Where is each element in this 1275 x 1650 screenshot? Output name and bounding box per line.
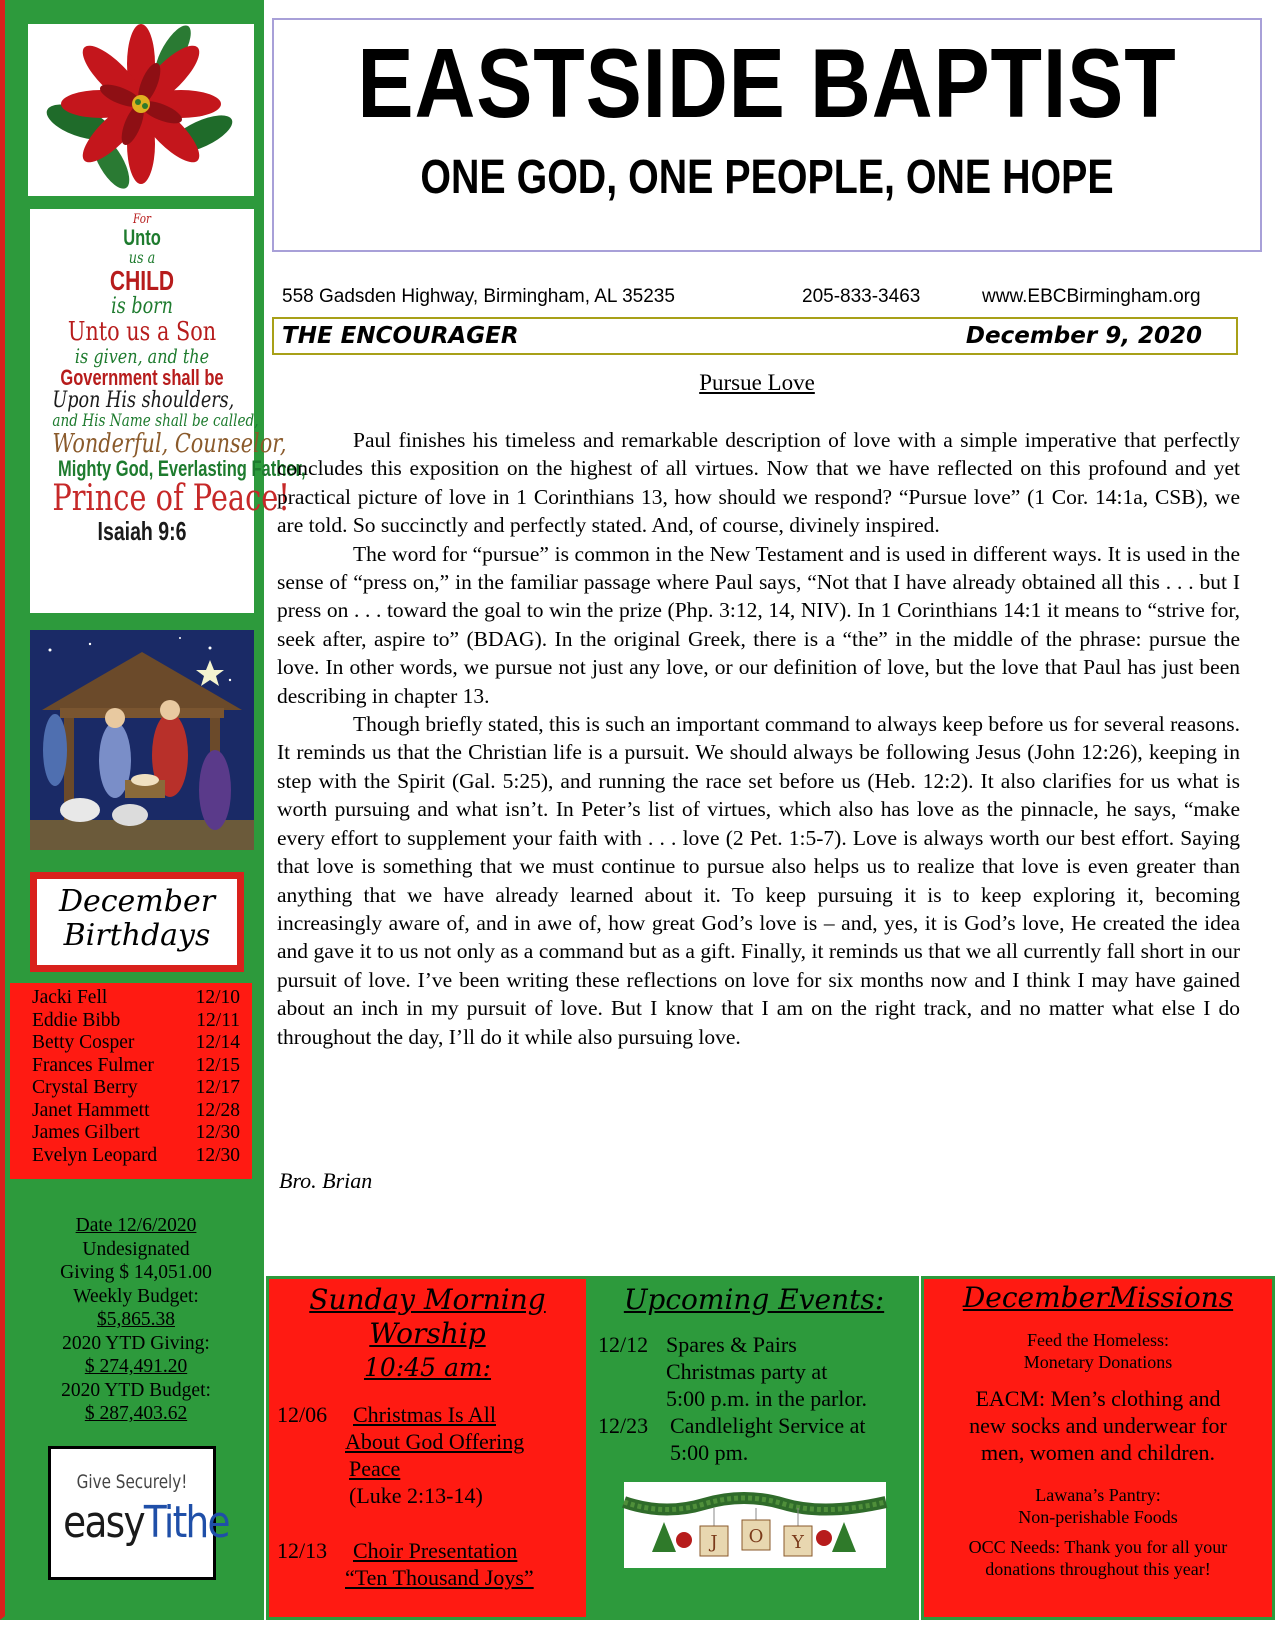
mission-line: OCC Needs: Thank you for all your	[968, 1537, 1228, 1557]
mission-line: donations throughout this year!	[985, 1559, 1211, 1579]
worship-list	[269, 1401, 586, 1591]
event-item	[598, 1412, 916, 1466]
event-line: Christmas party at	[666, 1359, 828, 1384]
birthday-row	[18, 1145, 244, 1168]
article-signature: Bro. Brian	[279, 1168, 373, 1193]
birthdays-title-line2: Birthdays	[63, 918, 211, 953]
verse-line: Wonderful, Counselor,	[52, 429, 287, 459]
verse-line: Unto	[123, 225, 161, 250]
contact-line	[282, 286, 1222, 308]
worship-time: 10:45 am:	[363, 1353, 492, 1382]
mission-line: Monetary Donations	[1023, 1352, 1173, 1372]
birthday-row	[18, 1122, 244, 1145]
birthday-row	[18, 1100, 244, 1123]
verse-line: is born	[111, 294, 173, 319]
giving-line: Giving $ 14,051.00	[60, 1262, 212, 1283]
birthday-row	[18, 1077, 244, 1100]
joy-letter: Y	[792, 1532, 804, 1553]
birthday-date: 12/17	[195, 1077, 240, 1098]
giving-line: Weekly Budget:	[73, 1285, 199, 1307]
easytithe-wordmark-b: Tithe	[143, 1497, 229, 1548]
phone: 205-833-3463	[802, 286, 921, 307]
website-link[interactable]: www.EBCBirmingham.org	[982, 286, 1201, 307]
verse-line: is given, and the	[74, 344, 210, 368]
birthday-name: Betty Cosper	[32, 1032, 135, 1053]
worship-title: Sunday Morning	[309, 1283, 546, 1316]
worship-line: Peace	[349, 1456, 401, 1481]
giving-line: $ 287,403.62	[84, 1403, 188, 1424]
article-paragraph: The word for “pursue” is common in the New Testament and is used in different ways. It is used in the sense of “press on,” in the familiar passage where Paul says, “Not that I have already obtained all this . . . but I press on . . . toward the goal to win the prize (Php. 3:12, 14, NIV). In 1 Corinthians 14:1 it means to “strive for, seek after, aspire to” (BDAG). In the original Greek, there is a “the” in the middle of the phrase: pursue the love. In other words, we pursue not just any love, or our definition of love, but the love that Paul has just been describing in chapter 13.	[277, 541, 1240, 708]
birthday-date: 12/11	[196, 1009, 240, 1031]
birthday-date: 12/14	[195, 1032, 240, 1053]
birthday-row	[18, 1010, 244, 1033]
article-paragraph: Paul finishes his timeless and remarkable description of love with a simple imperative that perfectly concludes this exposition on the highest of all virtues. Now that we have reflected on this profound and yet practical picture of love in 1 Corinthians 13, how should we respond? “Pursue love” (1 Cor. 14:1a, CSB), we are told. So succinctly and perfectly stated. And, of course, divinely inspired.	[277, 428, 1240, 538]
worship-ref: “Ten Thousand Joys”	[345, 1565, 534, 1590]
giving-line: Undesignated	[82, 1238, 190, 1260]
events-list	[592, 1331, 916, 1466]
worship-ref: (Luke 2:13-14)	[349, 1483, 483, 1508]
giving-line: $5,865.38	[97, 1309, 175, 1330]
worship-date: 12/06	[277, 1402, 328, 1427]
masthead	[272, 18, 1262, 252]
mission-line: Lawana’s Pantry:	[1035, 1485, 1161, 1505]
mission-line: Non-perishable Foods	[1018, 1507, 1178, 1527]
address: 558 Gadsden Highway, Birmingham, AL 35235	[282, 286, 675, 307]
mission-line: new socks and underwear for	[969, 1413, 1227, 1438]
birthday-date: 12/28	[195, 1099, 240, 1121]
event-line: Spares & Pairs	[666, 1332, 797, 1357]
birthdays-title-box	[30, 872, 244, 972]
joy-garland-image	[624, 1482, 886, 1568]
missions-body	[924, 1329, 1272, 1580]
verse-line: CHILD	[109, 265, 175, 296]
newsletter-bar	[272, 317, 1238, 355]
birthday-date: 12/30	[195, 1144, 240, 1166]
birthday-name: Crystal Berry	[32, 1077, 138, 1098]
giving-line: 2020 YTD Budget:	[61, 1379, 211, 1401]
church-name: EASTSIDE BAPTIST	[357, 28, 1177, 138]
birthday-name: Jacki Fell	[32, 987, 108, 1008]
worship-item	[277, 1401, 586, 1509]
worship-line: Choir Presentation	[353, 1538, 518, 1563]
giving-date: Date 12/6/2020	[75, 1215, 197, 1236]
mission-line: Feed the Homeless:	[1027, 1330, 1169, 1350]
birthday-date: 12/30	[195, 1122, 240, 1143]
birthday-name: Frances Fulmer	[32, 1054, 154, 1076]
giving-line: 2020 YTD Giving:	[62, 1332, 210, 1354]
event-line: 5:00 p.m. in the parlor.	[666, 1386, 868, 1411]
worship-line: About God Offering	[345, 1429, 525, 1454]
church-motto: ONE GOD, ONE PEOPLE, ONE HOPE	[420, 151, 1114, 204]
birthday-name: Janet Hammett	[32, 1099, 150, 1121]
easytithe-tagline: Give Securely!	[76, 1471, 188, 1493]
verse-line: For	[133, 212, 151, 227]
nativity-image	[30, 630, 254, 850]
event-item	[598, 1331, 916, 1412]
worship-item	[277, 1537, 586, 1591]
worship-line: Christmas Is All	[353, 1402, 497, 1427]
giving-summary	[18, 1214, 254, 1426]
article-body	[277, 426, 1240, 1051]
birthday-row	[18, 1055, 244, 1078]
verse-line: us a	[128, 248, 156, 267]
events-title: Upcoming Events:	[623, 1283, 885, 1316]
verse-line: and His Name shall be called,	[52, 411, 259, 431]
birthday-date: 12/15	[195, 1054, 240, 1076]
birthday-name: James Gilbert	[32, 1122, 140, 1143]
verse-line: Isaiah 9:6	[97, 516, 187, 546]
mission-line: men, women and children.	[981, 1440, 1215, 1465]
joy-letter: O	[748, 1526, 764, 1547]
events-panel	[589, 1276, 919, 1620]
birthday-row	[18, 1032, 244, 1055]
verse-line: Upon His shoulders,	[52, 388, 235, 413]
worship-title: Worship	[369, 1317, 486, 1350]
verse-line: Prince of Peace!	[52, 478, 290, 519]
event-line: Candlelight Service at	[670, 1413, 866, 1438]
missions-panel	[921, 1276, 1275, 1620]
isaiah-verse-image	[30, 209, 306, 613]
newsletter-date: December 9, 2020	[965, 323, 1202, 349]
birthday-name: Evelyn Leopard	[32, 1144, 158, 1166]
verse-line: Mighty God, Everlasting Father,	[58, 456, 306, 481]
birthdays-title-line1: December	[58, 884, 216, 919]
verse-line: Unto us a Son	[67, 317, 217, 347]
worship-date: 12/13	[277, 1538, 328, 1563]
verse-line: Government shall be	[60, 365, 224, 390]
easytithe-wordmark	[63, 1497, 229, 1548]
joy-letter: J	[710, 1532, 718, 1553]
easytithe-logo[interactable]	[48, 1446, 229, 1580]
worship-panel	[266, 1276, 589, 1620]
event-date: 12/23	[598, 1413, 649, 1438]
article-title: Pursue Love	[699, 370, 815, 395]
easytithe-wordmark-a: easy	[63, 1497, 144, 1548]
giving-line: $ 274,491.20	[84, 1356, 188, 1377]
article-paragraph: Though briefly stated, this is such an important command to always keep before us for several reasons. It reminds us that the Christian life is a pursuit. We should always be following Jesus (John 12:26), keeping in step with the Spirit (Gal. 5:25), and running the race set before us (Heb. 12:2). It also clarifies for us what is worth pursuing and what isn’t. In Peter’s list of virtues, which also has love as the pinnacle, he says, “make every effort to supplement your faith with . . . love (2 Pet. 1:5-7). Love is always worth our best effort. Saying that love is something that we must continue to pursue also helps us to realize that love is even greater than anything that we have already learned about it. To keep pursuing it is to keep exploring it, becoming increasingly aware of, and in awe of, how great God’s love is – and, yes, it is God’s love, He created the idea and gave it to us not only as a command but as a gift. Finally, it reminds us that we all currently fall short in our pursuit of love. I’ve been writing these reflections on love for six months now and I think I may have gained about an inch in my pursuit of love. But I know that I am on the right track, and no matter what else I do throughout the day, I’ll do it while also pursuing love.	[277, 712, 1240, 1049]
birthday-date: 12/10	[195, 987, 240, 1008]
birthday-list	[10, 983, 252, 1179]
mission-line: EACM: Men’s clothing and	[975, 1386, 1221, 1411]
missions-title: DecemberMissions	[962, 1281, 1234, 1314]
birthday-name: Eddie Bibb	[32, 1009, 121, 1031]
event-date: 12/12	[598, 1332, 649, 1357]
birthday-row	[18, 987, 244, 1010]
event-line: 5:00 pm.	[670, 1440, 749, 1465]
newsletter-name: THE ENCOURAGER	[282, 323, 519, 349]
poinsettia-image	[28, 24, 254, 196]
